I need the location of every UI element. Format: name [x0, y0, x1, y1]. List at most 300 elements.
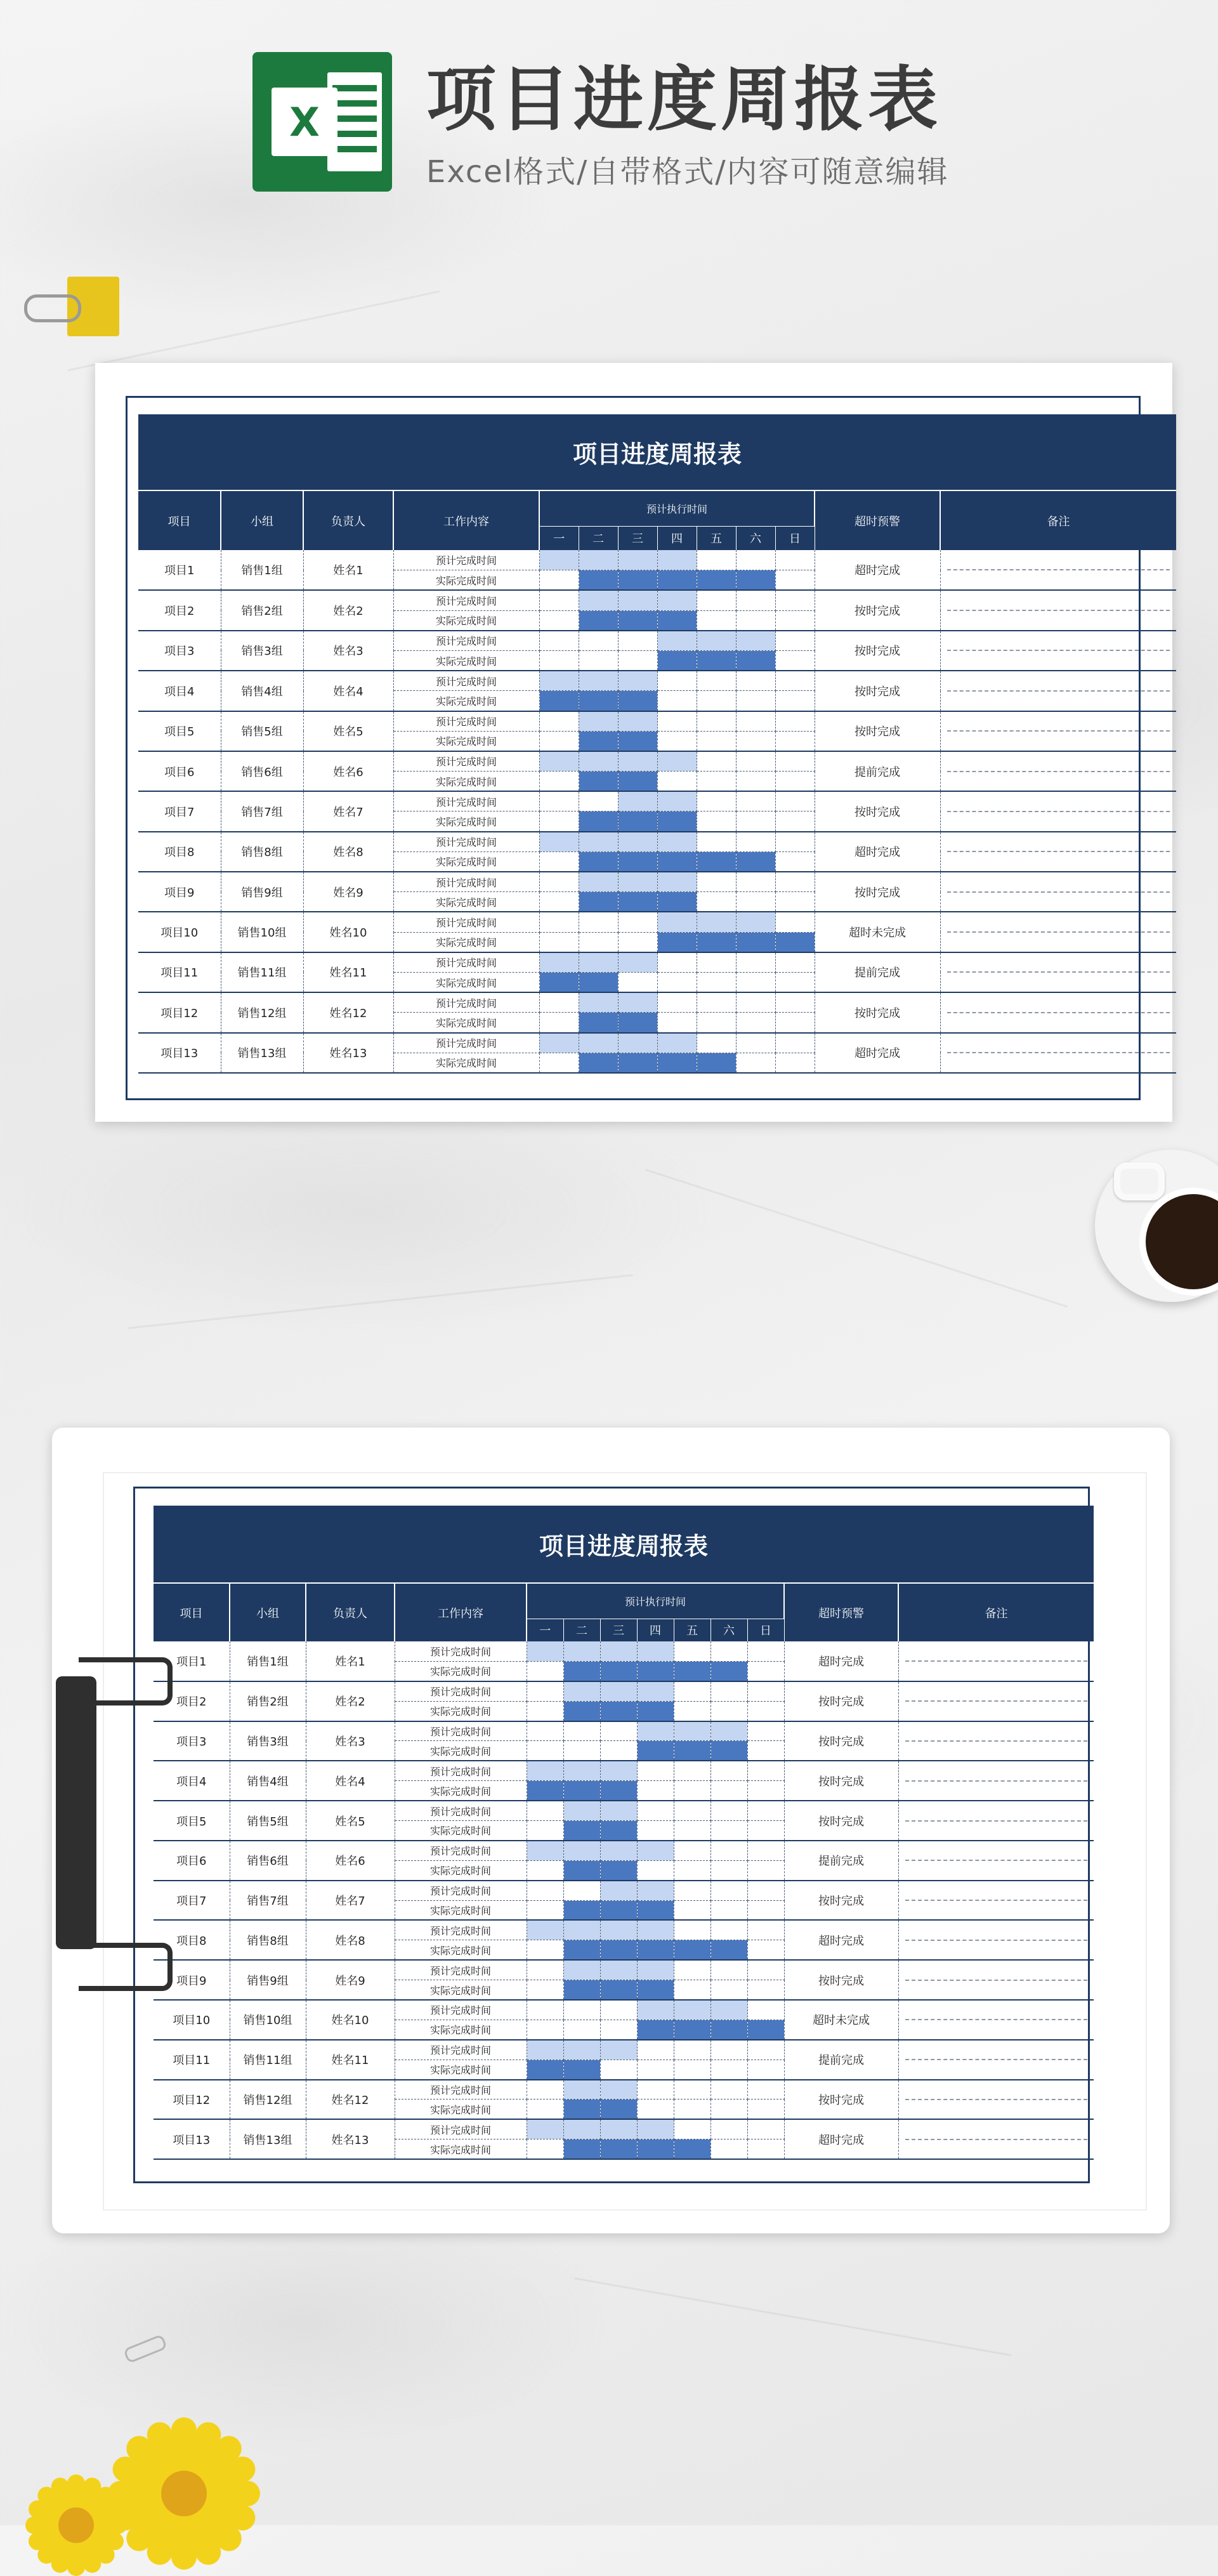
actual-day-cell[interactable]	[539, 610, 579, 631]
actual-day-cell[interactable]	[563, 2020, 600, 2039]
actual-day-cell[interactable]	[539, 691, 579, 711]
plan-day-cell[interactable]	[657, 1033, 697, 1053]
plan-day-cell[interactable]	[674, 2119, 710, 2139]
actual-day-cell[interactable]	[697, 650, 736, 671]
plan-day-cell[interactable]	[618, 791, 657, 812]
actual-day-cell[interactable]	[637, 1940, 674, 1960]
actual-day-cell[interactable]	[579, 851, 618, 872]
actual-day-cell[interactable]	[736, 1013, 775, 1033]
plan-day-cell[interactable]	[527, 2119, 563, 2139]
actual-day-cell[interactable]	[674, 2100, 710, 2119]
plan-day-cell[interactable]	[618, 832, 657, 852]
plan-day-cell[interactable]	[563, 2080, 600, 2100]
actual-day-cell[interactable]	[710, 2100, 747, 2119]
plan-day-cell[interactable]	[527, 1721, 563, 1741]
plan-day-cell[interactable]	[563, 2000, 600, 2020]
actual-day-cell[interactable]	[657, 650, 697, 671]
actual-day-cell[interactable]	[657, 1053, 697, 1073]
actual-day-cell[interactable]	[600, 1701, 637, 1721]
actual-day-cell[interactable]	[618, 932, 657, 952]
actual-day-cell[interactable]	[697, 851, 736, 872]
actual-day-cell[interactable]	[618, 1053, 657, 1073]
actual-day-cell[interactable]	[618, 972, 657, 992]
actual-day-cell[interactable]	[579, 731, 618, 751]
plan-day-cell[interactable]	[527, 1681, 563, 1701]
plan-day-cell[interactable]	[563, 1801, 600, 1820]
actual-day-cell[interactable]	[697, 570, 736, 591]
actual-day-cell[interactable]	[710, 1940, 747, 1960]
actual-day-cell[interactable]	[637, 1860, 674, 1880]
actual-day-cell[interactable]	[579, 1053, 618, 1073]
actual-day-cell[interactable]	[637, 2139, 674, 2159]
plan-day-cell[interactable]	[736, 711, 775, 732]
notes-cell[interactable]	[898, 2040, 1094, 2080]
plan-day-cell[interactable]	[637, 1681, 674, 1701]
actual-day-cell[interactable]	[579, 772, 618, 792]
plan-day-cell[interactable]	[674, 2080, 710, 2100]
plan-day-cell[interactable]	[747, 1721, 784, 1741]
plan-day-cell[interactable]	[657, 872, 697, 892]
plan-day-cell[interactable]	[600, 1681, 637, 1701]
plan-day-cell[interactable]	[710, 2040, 747, 2060]
actual-day-cell[interactable]	[527, 1980, 563, 2000]
plan-day-cell[interactable]	[657, 992, 697, 1013]
plan-day-cell[interactable]	[747, 1681, 784, 1701]
actual-day-cell[interactable]	[527, 1860, 563, 1880]
actual-day-cell[interactable]	[618, 772, 657, 792]
actual-day-cell[interactable]	[775, 892, 815, 912]
plan-day-cell[interactable]	[618, 671, 657, 691]
plan-day-cell[interactable]	[579, 590, 618, 610]
actual-day-cell[interactable]	[600, 1900, 637, 1920]
actual-day-cell[interactable]	[563, 1821, 600, 1841]
actual-day-cell[interactable]	[674, 1781, 710, 1801]
plan-day-cell[interactable]	[600, 2119, 637, 2139]
actual-day-cell[interactable]	[747, 1980, 784, 2000]
actual-day-cell[interactable]	[579, 650, 618, 671]
actual-day-cell[interactable]	[657, 691, 697, 711]
actual-day-cell[interactable]	[563, 1900, 600, 1920]
plan-day-cell[interactable]	[563, 1761, 600, 1780]
plan-day-cell[interactable]	[775, 550, 815, 570]
plan-day-cell[interactable]	[747, 1761, 784, 1780]
plan-day-cell[interactable]	[736, 751, 775, 772]
plan-day-cell[interactable]	[747, 1920, 784, 1940]
actual-day-cell[interactable]	[618, 1013, 657, 1033]
plan-day-cell[interactable]	[600, 2040, 637, 2060]
notes-cell[interactable]	[898, 2119, 1094, 2159]
plan-day-cell[interactable]	[539, 912, 579, 932]
plan-day-cell[interactable]	[618, 872, 657, 892]
actual-day-cell[interactable]	[600, 1781, 637, 1801]
actual-day-cell[interactable]	[674, 1701, 710, 1721]
plan-day-cell[interactable]	[618, 1033, 657, 1053]
actual-day-cell[interactable]	[600, 2020, 637, 2039]
actual-day-cell[interactable]	[775, 932, 815, 952]
actual-day-cell[interactable]	[618, 691, 657, 711]
actual-day-cell[interactable]	[747, 1821, 784, 1841]
actual-day-cell[interactable]	[736, 1053, 775, 1073]
plan-day-cell[interactable]	[710, 2000, 747, 2020]
actual-day-cell[interactable]	[747, 1860, 784, 1880]
plan-day-cell[interactable]	[736, 631, 775, 651]
plan-day-cell[interactable]	[775, 671, 815, 691]
actual-day-cell[interactable]	[747, 1661, 784, 1681]
actual-day-cell[interactable]	[697, 972, 736, 992]
plan-day-cell[interactable]	[697, 872, 736, 892]
actual-day-cell[interactable]	[674, 1860, 710, 1880]
plan-day-cell[interactable]	[637, 1721, 674, 1741]
plan-day-cell[interactable]	[747, 1960, 784, 1980]
actual-day-cell[interactable]	[527, 1741, 563, 1761]
actual-day-cell[interactable]	[563, 2060, 600, 2079]
plan-day-cell[interactable]	[600, 1841, 637, 1860]
plan-day-cell[interactable]	[736, 590, 775, 610]
actual-day-cell[interactable]	[600, 1860, 637, 1880]
plan-day-cell[interactable]	[710, 1721, 747, 1741]
plan-day-cell[interactable]	[697, 912, 736, 932]
actual-day-cell[interactable]	[539, 772, 579, 792]
notes-cell[interactable]	[940, 1033, 1176, 1073]
actual-day-cell[interactable]	[747, 2100, 784, 2119]
plan-day-cell[interactable]	[539, 671, 579, 691]
plan-day-cell[interactable]	[539, 872, 579, 892]
plan-day-cell[interactable]	[747, 1881, 784, 1900]
plan-day-cell[interactable]	[579, 952, 618, 973]
actual-day-cell[interactable]	[618, 731, 657, 751]
notes-cell[interactable]	[940, 912, 1176, 952]
actual-day-cell[interactable]	[527, 1900, 563, 1920]
plan-day-cell[interactable]	[637, 2080, 674, 2100]
notes-cell[interactable]	[940, 791, 1176, 831]
plan-day-cell[interactable]	[618, 590, 657, 610]
plan-day-cell[interactable]	[775, 631, 815, 651]
plan-day-cell[interactable]	[539, 550, 579, 570]
plan-day-cell[interactable]	[539, 631, 579, 651]
actual-day-cell[interactable]	[697, 892, 736, 912]
plan-day-cell[interactable]	[539, 832, 579, 852]
plan-day-cell[interactable]	[775, 1033, 815, 1053]
plan-day-cell[interactable]	[539, 590, 579, 610]
plan-day-cell[interactable]	[697, 671, 736, 691]
plan-day-cell[interactable]	[674, 1721, 710, 1741]
plan-day-cell[interactable]	[747, 2040, 784, 2060]
plan-day-cell[interactable]	[579, 711, 618, 732]
actual-day-cell[interactable]	[736, 851, 775, 872]
actual-day-cell[interactable]	[563, 1980, 600, 2000]
actual-day-cell[interactable]	[697, 731, 736, 751]
actual-day-cell[interactable]	[674, 2060, 710, 2079]
actual-day-cell[interactable]	[710, 1741, 747, 1761]
plan-day-cell[interactable]	[527, 1761, 563, 1780]
notes-cell[interactable]	[898, 1881, 1094, 1921]
plan-day-cell[interactable]	[539, 791, 579, 812]
plan-day-cell[interactable]	[736, 832, 775, 852]
plan-day-cell[interactable]	[710, 1881, 747, 1900]
actual-day-cell[interactable]	[539, 1013, 579, 1033]
plan-day-cell[interactable]	[579, 992, 618, 1013]
actual-day-cell[interactable]	[527, 1940, 563, 1960]
plan-day-cell[interactable]	[579, 631, 618, 651]
actual-day-cell[interactable]	[563, 2100, 600, 2119]
actual-day-cell[interactable]	[600, 1741, 637, 1761]
actual-day-cell[interactable]	[637, 1900, 674, 1920]
actual-day-cell[interactable]	[527, 2060, 563, 2079]
actual-day-cell[interactable]	[775, 851, 815, 872]
plan-day-cell[interactable]	[697, 631, 736, 651]
notes-cell[interactable]	[898, 1761, 1094, 1801]
plan-day-cell[interactable]	[637, 2040, 674, 2060]
actual-day-cell[interactable]	[736, 650, 775, 671]
actual-day-cell[interactable]	[539, 812, 579, 832]
actual-day-cell[interactable]	[736, 772, 775, 792]
actual-day-cell[interactable]	[736, 731, 775, 751]
actual-day-cell[interactable]	[618, 812, 657, 832]
plan-day-cell[interactable]	[579, 912, 618, 932]
plan-day-cell[interactable]	[747, 2000, 784, 2020]
plan-day-cell[interactable]	[674, 1881, 710, 1900]
plan-day-cell[interactable]	[674, 2040, 710, 2060]
plan-day-cell[interactable]	[579, 671, 618, 691]
actual-day-cell[interactable]	[775, 650, 815, 671]
plan-day-cell[interactable]	[710, 1801, 747, 1820]
actual-day-cell[interactable]	[747, 1781, 784, 1801]
actual-day-cell[interactable]	[657, 892, 697, 912]
actual-day-cell[interactable]	[657, 570, 697, 591]
actual-day-cell[interactable]	[527, 1701, 563, 1721]
actual-day-cell[interactable]	[657, 812, 697, 832]
actual-day-cell[interactable]	[657, 772, 697, 792]
actual-day-cell[interactable]	[736, 972, 775, 992]
actual-day-cell[interactable]	[600, 1940, 637, 1960]
plan-day-cell[interactable]	[775, 872, 815, 892]
plan-day-cell[interactable]	[618, 952, 657, 973]
plan-day-cell[interactable]	[657, 671, 697, 691]
plan-day-cell[interactable]	[618, 631, 657, 651]
actual-day-cell[interactable]	[736, 691, 775, 711]
plan-day-cell[interactable]	[579, 1033, 618, 1053]
plan-day-cell[interactable]	[527, 1920, 563, 1940]
actual-day-cell[interactable]	[775, 812, 815, 832]
actual-day-cell[interactable]	[697, 812, 736, 832]
actual-day-cell[interactable]	[579, 610, 618, 631]
plan-day-cell[interactable]	[747, 1841, 784, 1860]
plan-day-cell[interactable]	[637, 1960, 674, 1980]
plan-day-cell[interactable]	[539, 751, 579, 772]
actual-day-cell[interactable]	[527, 1781, 563, 1801]
actual-day-cell[interactable]	[710, 1821, 747, 1841]
actual-day-cell[interactable]	[710, 1781, 747, 1801]
plan-day-cell[interactable]	[674, 1841, 710, 1860]
plan-day-cell[interactable]	[600, 1881, 637, 1900]
plan-day-cell[interactable]	[600, 1721, 637, 1741]
actual-day-cell[interactable]	[674, 1821, 710, 1841]
notes-cell[interactable]	[898, 1841, 1094, 1881]
actual-day-cell[interactable]	[579, 972, 618, 992]
actual-day-cell[interactable]	[674, 2020, 710, 2039]
notes-cell[interactable]	[898, 2080, 1094, 2120]
actual-day-cell[interactable]	[657, 1013, 697, 1033]
actual-day-cell[interactable]	[697, 932, 736, 952]
actual-day-cell[interactable]	[697, 1013, 736, 1033]
actual-day-cell[interactable]	[637, 2100, 674, 2119]
actual-day-cell[interactable]	[736, 892, 775, 912]
plan-day-cell[interactable]	[775, 751, 815, 772]
plan-day-cell[interactable]	[600, 2000, 637, 2020]
actual-day-cell[interactable]	[674, 1940, 710, 1960]
plan-day-cell[interactable]	[674, 1641, 710, 1661]
actual-day-cell[interactable]	[563, 1860, 600, 1880]
plan-day-cell[interactable]	[657, 791, 697, 812]
actual-day-cell[interactable]	[747, 2060, 784, 2079]
plan-day-cell[interactable]	[710, 1960, 747, 1980]
plan-day-cell[interactable]	[527, 2000, 563, 2020]
plan-day-cell[interactable]	[697, 711, 736, 732]
actual-day-cell[interactable]	[637, 1741, 674, 1761]
plan-day-cell[interactable]	[618, 992, 657, 1013]
actual-day-cell[interactable]	[775, 691, 815, 711]
plan-day-cell[interactable]	[697, 952, 736, 973]
actual-day-cell[interactable]	[600, 2100, 637, 2119]
actual-day-cell[interactable]	[775, 772, 815, 792]
plan-day-cell[interactable]	[736, 671, 775, 691]
plan-day-cell[interactable]	[563, 1721, 600, 1741]
plan-day-cell[interactable]	[579, 872, 618, 892]
plan-day-cell[interactable]	[747, 2119, 784, 2139]
plan-day-cell[interactable]	[618, 912, 657, 932]
notes-cell[interactable]	[898, 1721, 1094, 1761]
actual-day-cell[interactable]	[710, 1980, 747, 2000]
actual-day-cell[interactable]	[527, 1661, 563, 1681]
plan-day-cell[interactable]	[579, 550, 618, 570]
actual-day-cell[interactable]	[674, 1661, 710, 1681]
plan-day-cell[interactable]	[657, 832, 697, 852]
plan-day-cell[interactable]	[600, 1801, 637, 1820]
actual-day-cell[interactable]	[657, 972, 697, 992]
actual-day-cell[interactable]	[775, 731, 815, 751]
plan-day-cell[interactable]	[600, 1761, 637, 1780]
actual-day-cell[interactable]	[527, 2100, 563, 2119]
actual-day-cell[interactable]	[600, 2060, 637, 2079]
actual-day-cell[interactable]	[539, 932, 579, 952]
plan-day-cell[interactable]	[563, 1641, 600, 1661]
actual-day-cell[interactable]	[736, 812, 775, 832]
actual-day-cell[interactable]	[710, 2139, 747, 2159]
actual-day-cell[interactable]	[563, 1701, 600, 1721]
plan-day-cell[interactable]	[527, 1881, 563, 1900]
actual-day-cell[interactable]	[579, 691, 618, 711]
notes-cell[interactable]	[898, 2000, 1094, 2040]
plan-day-cell[interactable]	[539, 992, 579, 1013]
notes-cell[interactable]	[940, 711, 1176, 751]
notes-cell[interactable]	[940, 872, 1176, 912]
actual-day-cell[interactable]	[747, 2139, 784, 2159]
notes-cell[interactable]	[940, 992, 1176, 1032]
notes-cell[interactable]	[940, 832, 1176, 872]
plan-day-cell[interactable]	[775, 832, 815, 852]
actual-day-cell[interactable]	[637, 1701, 674, 1721]
notes-cell[interactable]	[940, 751, 1176, 791]
plan-day-cell[interactable]	[563, 2119, 600, 2139]
plan-day-cell[interactable]	[527, 1960, 563, 1980]
plan-day-cell[interactable]	[637, 1841, 674, 1860]
actual-day-cell[interactable]	[637, 1661, 674, 1681]
actual-day-cell[interactable]	[618, 610, 657, 631]
plan-day-cell[interactable]	[657, 550, 697, 570]
actual-day-cell[interactable]	[710, 1860, 747, 1880]
plan-day-cell[interactable]	[710, 1920, 747, 1940]
actual-day-cell[interactable]	[563, 1781, 600, 1801]
actual-day-cell[interactable]	[775, 1053, 815, 1073]
plan-day-cell[interactable]	[637, 2119, 674, 2139]
plan-day-cell[interactable]	[697, 992, 736, 1013]
actual-day-cell[interactable]	[539, 972, 579, 992]
actual-day-cell[interactable]	[697, 1053, 736, 1073]
plan-day-cell[interactable]	[736, 550, 775, 570]
actual-day-cell[interactable]	[747, 1741, 784, 1761]
actual-day-cell[interactable]	[674, 2139, 710, 2159]
plan-day-cell[interactable]	[600, 1641, 637, 1661]
actual-day-cell[interactable]	[775, 972, 815, 992]
plan-day-cell[interactable]	[579, 791, 618, 812]
actual-day-cell[interactable]	[579, 932, 618, 952]
actual-day-cell[interactable]	[710, 2020, 747, 2039]
plan-day-cell[interactable]	[527, 2040, 563, 2060]
plan-day-cell[interactable]	[697, 590, 736, 610]
plan-day-cell[interactable]	[563, 1920, 600, 1940]
actual-day-cell[interactable]	[600, 1661, 637, 1681]
plan-day-cell[interactable]	[736, 912, 775, 932]
plan-day-cell[interactable]	[527, 1641, 563, 1661]
plan-day-cell[interactable]	[600, 2080, 637, 2100]
plan-day-cell[interactable]	[563, 2040, 600, 2060]
actual-day-cell[interactable]	[600, 1821, 637, 1841]
actual-day-cell[interactable]	[637, 1821, 674, 1841]
plan-day-cell[interactable]	[637, 1920, 674, 1940]
actual-day-cell[interactable]	[710, 2060, 747, 2079]
actual-day-cell[interactable]	[618, 570, 657, 591]
notes-cell[interactable]	[940, 671, 1176, 711]
plan-day-cell[interactable]	[539, 952, 579, 973]
plan-day-cell[interactable]	[563, 1681, 600, 1701]
actual-day-cell[interactable]	[697, 772, 736, 792]
actual-day-cell[interactable]	[697, 691, 736, 711]
actual-day-cell[interactable]	[600, 2139, 637, 2159]
plan-day-cell[interactable]	[736, 1033, 775, 1053]
actual-day-cell[interactable]	[618, 851, 657, 872]
actual-day-cell[interactable]	[747, 1701, 784, 1721]
plan-day-cell[interactable]	[775, 992, 815, 1013]
plan-day-cell[interactable]	[637, 1801, 674, 1820]
actual-day-cell[interactable]	[747, 2020, 784, 2039]
actual-day-cell[interactable]	[527, 2139, 563, 2159]
actual-day-cell[interactable]	[527, 1821, 563, 1841]
actual-day-cell[interactable]	[539, 731, 579, 751]
notes-cell[interactable]	[898, 1801, 1094, 1841]
plan-day-cell[interactable]	[657, 751, 697, 772]
plan-day-cell[interactable]	[563, 1841, 600, 1860]
notes-cell[interactable]	[898, 1960, 1094, 2000]
plan-day-cell[interactable]	[710, 1681, 747, 1701]
actual-day-cell[interactable]	[579, 812, 618, 832]
plan-day-cell[interactable]	[657, 912, 697, 932]
actual-day-cell[interactable]	[539, 570, 579, 591]
notes-cell[interactable]	[898, 1920, 1094, 1960]
plan-day-cell[interactable]	[579, 832, 618, 852]
actual-day-cell[interactable]	[710, 1701, 747, 1721]
actual-day-cell[interactable]	[579, 570, 618, 591]
plan-day-cell[interactable]	[775, 912, 815, 932]
